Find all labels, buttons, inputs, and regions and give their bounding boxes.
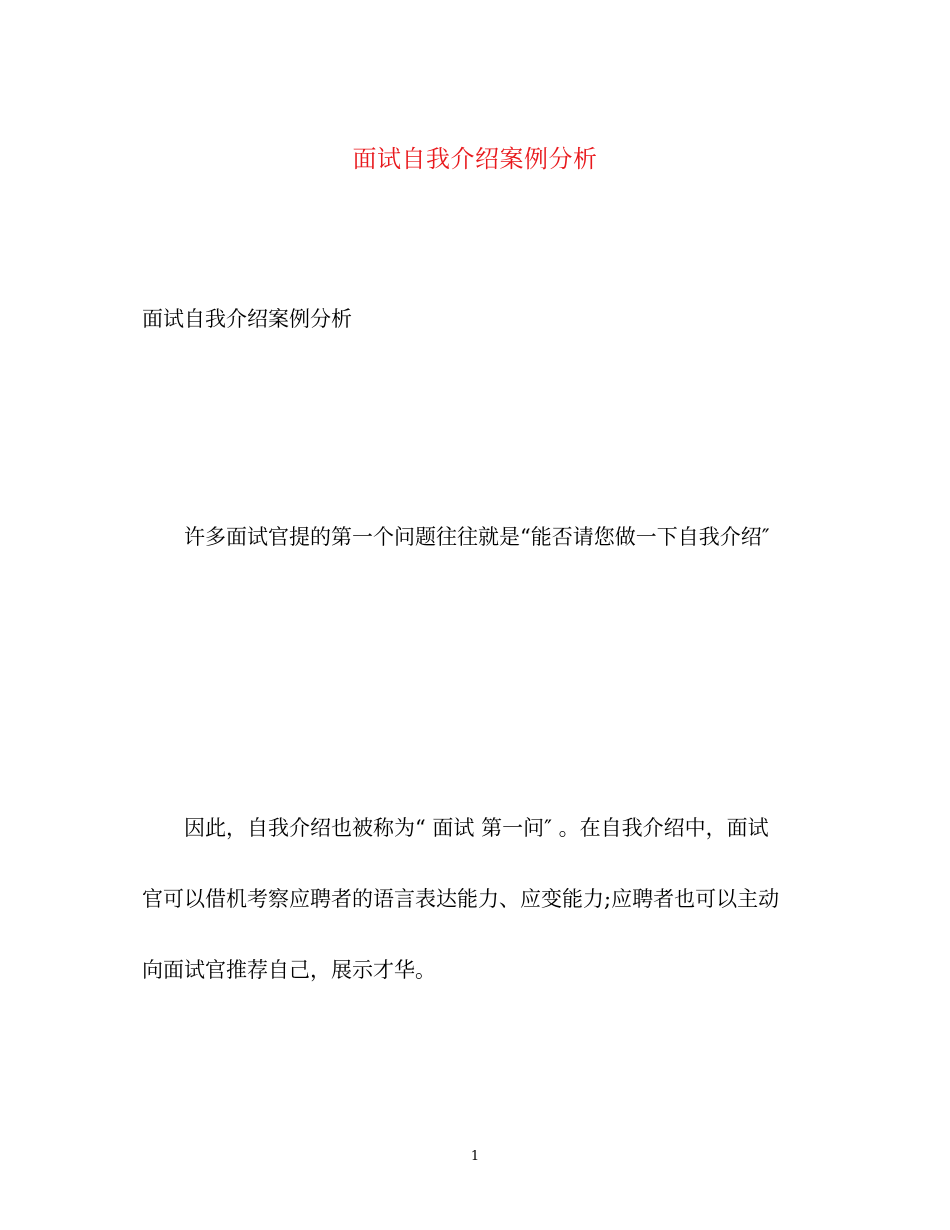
page-number: 1 — [470, 1149, 480, 1164]
paragraph-line: 官可以借机考察应聘者的语言表达能力、应变能力;应聘者也可以主动 — [142, 887, 780, 911]
paragraph-body — [142, 813, 808, 1026]
paragraph-line: 向面试官推荐自己，展示才华。 — [142, 958, 436, 982]
paragraph-intro: 许多面试官提的第一个问题往往就是“能否请您做一下自我介绍″ — [184, 525, 770, 549]
section-heading: 面试自我介绍案例分析 — [142, 307, 352, 331]
document-title: 面试自我介绍案例分析 — [352, 145, 598, 173]
paragraph-line: 因此，自我介绍也被称为“ 面试 第一问″ 。在自我介绍中，面试 — [184, 816, 769, 840]
